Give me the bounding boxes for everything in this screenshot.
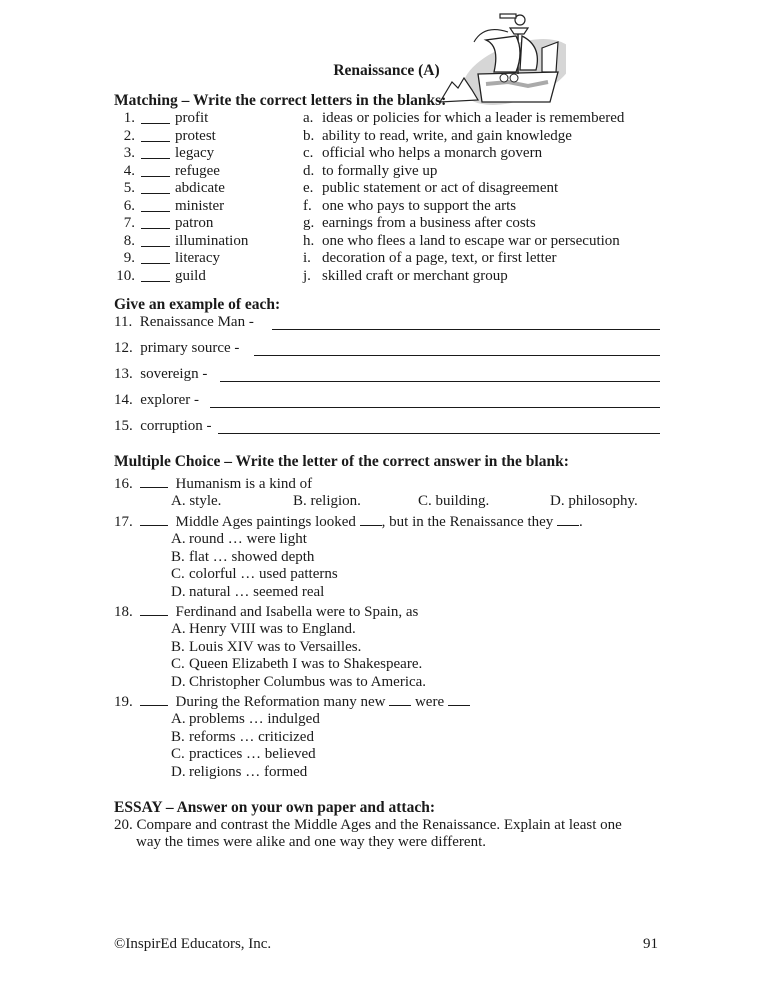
- definition-letter: e.: [303, 180, 314, 196]
- answer-blank[interactable]: [140, 513, 168, 526]
- question-stem-part: Middle Ages paintings looked: [175, 514, 360, 530]
- example-row: [114, 366, 660, 386]
- question-number: 20.: [114, 817, 133, 833]
- matching-heading: Matching – Write the correct letters in the blanks:: [114, 92, 447, 109]
- option-b: [171, 729, 314, 746]
- question-17: [114, 513, 583, 531]
- definition-text: earnings from a business after costs: [322, 215, 536, 231]
- example-label: 11. Renaissance Man -: [114, 314, 254, 330]
- term-number: 9.: [123, 250, 135, 266]
- option-a: [171, 621, 356, 638]
- answer-line[interactable]: [218, 433, 660, 434]
- definition-text: skilled craft or merchant group: [322, 267, 508, 284]
- answer-blank[interactable]: [141, 228, 170, 229]
- option-text: natural … seemed real: [189, 583, 325, 600]
- option-c: [171, 746, 316, 763]
- copyright-notice: ©InspirEd Educators, Inc.: [114, 936, 272, 952]
- term-number: 7.: [123, 215, 135, 231]
- question-stem-part: During the Reformation many new: [175, 694, 390, 710]
- question-stem: Humanism is a kind of: [175, 476, 313, 492]
- option-a: [171, 531, 307, 548]
- matching-term: minister: [175, 197, 225, 214]
- essay-heading: ESSAY – Answer on your own paper and attach:: [114, 799, 435, 816]
- question-19: [114, 693, 470, 711]
- option-text: Christopher Columbus was to America.: [189, 673, 427, 690]
- option-d: [171, 584, 324, 601]
- matching-row: [114, 233, 674, 251]
- term-number: 4.: [123, 162, 135, 179]
- term-number: 2.: [123, 127, 135, 144]
- option-letter: D.: [171, 583, 186, 600]
- answer-blank[interactable]: [140, 603, 168, 616]
- fill-blank: [360, 513, 382, 526]
- option-letter: C.: [171, 746, 185, 762]
- matching-term: profit: [175, 110, 209, 126]
- examples-heading: Give an example of each:: [114, 296, 281, 313]
- definition-text: one who pays to support the arts: [322, 197, 517, 214]
- essay-prompt-line-1: Compare and contrast the Middle Ages and the Renaissance. Explain at least one: [136, 817, 622, 833]
- option-letter: A.: [171, 711, 186, 727]
- definition-letter: d.: [303, 162, 315, 179]
- answer-blank[interactable]: [141, 211, 170, 212]
- ship-illustration: [438, 2, 566, 106]
- example-row: [114, 340, 660, 360]
- answer-blank[interactable]: [141, 281, 170, 282]
- option-text: practices … believed: [189, 746, 316, 762]
- matching-term: abdicate: [175, 180, 225, 196]
- example-row: [114, 392, 660, 412]
- example-label: 12. primary source -: [114, 340, 240, 356]
- option-letter: C.: [171, 656, 185, 672]
- option-text: reforms … criticized: [189, 728, 314, 745]
- matching-row: [114, 268, 674, 286]
- example-label: 15. corruption -: [114, 418, 212, 434]
- definition-letter: i.: [303, 250, 311, 266]
- matching-row: [114, 215, 674, 233]
- definition-text: official who helps a monarch govern: [322, 145, 543, 161]
- matching-term: illumination: [175, 232, 249, 249]
- option-d: D. philosophy.: [550, 493, 638, 509]
- option-letter: B.: [171, 548, 185, 565]
- question-stem-part: .: [579, 514, 583, 530]
- matching-term: guild: [175, 267, 206, 284]
- matching-term: patron: [175, 215, 214, 231]
- definition-letter: c.: [303, 145, 314, 161]
- option-letter: B.: [171, 728, 185, 745]
- answer-blank[interactable]: [141, 158, 170, 159]
- option-c: C. building.: [418, 493, 490, 509]
- question-stem: Ferdinand and Isabella were to Spain, as: [175, 604, 419, 620]
- question-18: [114, 603, 418, 621]
- option-text: round … were light: [189, 531, 307, 547]
- matching-term: legacy: [175, 145, 215, 161]
- option-letter: A.: [171, 621, 186, 637]
- definition-letter: f.: [303, 197, 312, 214]
- option-text: colorful … used patterns: [189, 566, 338, 582]
- matching-row: [114, 250, 674, 268]
- option-letter: D.: [171, 763, 186, 780]
- definition-text: ability to read, write, and gain knowledge: [322, 127, 572, 144]
- question-16: [114, 475, 312, 493]
- matching-term: literacy: [175, 250, 220, 266]
- option-text: Louis XIV was to Versailles.: [189, 638, 362, 655]
- matching-term: protest: [175, 127, 216, 144]
- answer-blank[interactable]: [141, 246, 170, 247]
- term-number: 10.: [116, 267, 135, 284]
- option-text: problems … indulged: [189, 711, 320, 727]
- definition-letter: h.: [303, 232, 315, 249]
- example-label: 13. sovereign -: [114, 366, 208, 382]
- term-number: 6.: [123, 197, 135, 214]
- option-letter: B.: [171, 638, 185, 655]
- matching-row: [114, 198, 674, 216]
- matching-term: refugee: [175, 162, 220, 179]
- definition-letter: a.: [303, 110, 314, 126]
- definition-letter: g.: [303, 215, 315, 231]
- option-text: religions … formed: [189, 763, 308, 780]
- question-number: 16.: [114, 476, 133, 492]
- matching-row: [114, 145, 674, 163]
- answer-line[interactable]: [272, 329, 660, 330]
- answer-line[interactable]: [254, 355, 660, 356]
- page-number: 91: [643, 936, 658, 952]
- essay-question: [114, 817, 674, 851]
- fill-blank: [557, 513, 579, 526]
- option-a: [171, 711, 320, 728]
- definition-text: to formally give up: [322, 162, 438, 179]
- example-row: [114, 314, 660, 334]
- definition-letter: b.: [303, 127, 315, 144]
- fill-blank: [389, 693, 411, 706]
- definition-text: public statement or act of disagreement: [322, 180, 559, 196]
- option-text: Queen Elizabeth I was to Shakespeare.: [189, 656, 423, 672]
- option-text: Henry VIII was to England.: [189, 621, 356, 637]
- essay-prompt-line-2: way the times were alike and one way they were different.: [136, 834, 486, 850]
- option-d: [171, 764, 307, 781]
- option-d: [171, 674, 426, 691]
- worksheet-title: Renaissance (A): [333, 62, 440, 79]
- matching-row: [114, 110, 674, 128]
- option-b: [171, 639, 361, 656]
- question-number: 17.: [114, 514, 133, 530]
- example-row: [114, 418, 660, 438]
- option-b: [171, 549, 314, 566]
- definition-text: decoration of a page, text, or first letter: [322, 250, 557, 266]
- term-number: 3.: [123, 145, 135, 161]
- option-b: B. religion.: [293, 493, 361, 509]
- term-number: 5.: [123, 180, 135, 196]
- option-letter: A.: [171, 531, 186, 547]
- option-letter: D.: [171, 673, 186, 690]
- answer-blank[interactable]: [141, 263, 170, 264]
- option-c: [171, 656, 422, 673]
- option-text: flat … showed depth: [189, 548, 315, 565]
- question-number: 19.: [114, 694, 133, 710]
- answer-blank[interactable]: [141, 176, 170, 177]
- answer-line[interactable]: [220, 381, 660, 382]
- definition-text: ideas or policies for which a leader is remembered: [322, 110, 625, 126]
- answer-blank[interactable]: [141, 141, 170, 142]
- option-letter: C.: [171, 566, 185, 582]
- matching-row: [114, 180, 674, 198]
- term-number: 8.: [123, 232, 135, 249]
- answer-blank[interactable]: [141, 193, 170, 194]
- fill-blank: [448, 693, 470, 706]
- question-stem-part: , but in the Renaissance they: [381, 514, 558, 530]
- question-number: 18.: [114, 604, 133, 620]
- answer-blank[interactable]: [141, 123, 170, 124]
- option-c: [171, 566, 338, 583]
- multiple-choice-heading: Multiple Choice – Write the letter of the correct answer in the blank:: [114, 453, 569, 470]
- term-number: 1.: [123, 110, 135, 126]
- question-stem-part: were: [411, 694, 448, 710]
- definition-letter: j.: [303, 267, 311, 284]
- example-label: 14. explorer -: [114, 392, 199, 408]
- answer-line[interactable]: [210, 407, 660, 408]
- matching-row: [114, 128, 674, 146]
- answer-blank[interactable]: [140, 475, 168, 488]
- definition-text: one who flees a land to escape war or persecution: [322, 232, 620, 249]
- matching-row: [114, 163, 674, 181]
- answer-blank[interactable]: [140, 693, 168, 706]
- option-a: A. style.: [171, 493, 222, 509]
